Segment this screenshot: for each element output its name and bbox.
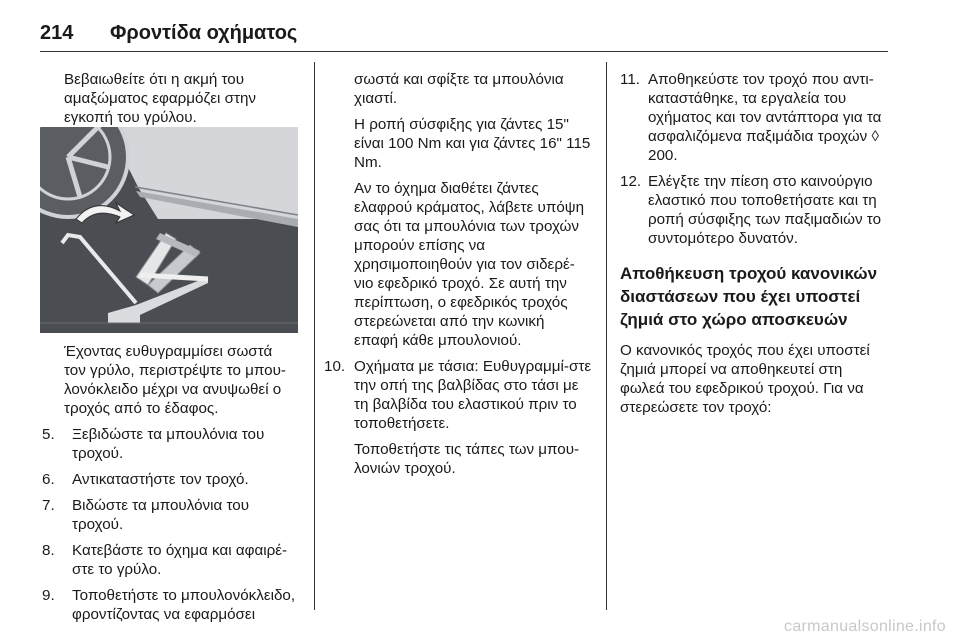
torque-text: Η ροπή σύσφιξης για ζάντες 15" είναι 100 Nm και για ζάντες 16" 115 Nm.	[354, 116, 591, 171]
list-item	[324, 357, 592, 433]
step-text: Αντικαταστήστε τον τροχό.	[72, 471, 249, 488]
intro-text: Βεβαιωθείτε ότι η ακμή του αμαξώματος εφαρμόζει στην εγκοπή του γρύλου.	[64, 71, 256, 126]
step-text: Κατεβάστε το όχημα και αφαιρέ-στε το γρύλο.	[72, 542, 288, 578]
step-number: 10.	[324, 358, 346, 375]
continuation-text: σωστά και σφίξτε τα μπουλόνια χιαστί.	[354, 71, 564, 107]
jack-drawing	[40, 127, 298, 333]
list-item	[42, 586, 296, 624]
step-number: 6.	[42, 471, 55, 488]
page-header	[40, 22, 888, 48]
step-text: Βιδώστε τα μπουλόνια του τροχού.	[72, 497, 250, 533]
step-number: 9.	[42, 587, 55, 604]
step-text: Τοποθετήστε το μπουλονόκλειδο, φροντίζοντας να εφαρμόσει	[72, 587, 296, 623]
column-2	[324, 70, 592, 485]
step-number: 12.	[620, 173, 642, 190]
step-number: 8.	[42, 542, 55, 559]
step-text: Ξεβιδώστε τα μπουλόνια του τροχού.	[72, 426, 265, 462]
step-text: Οχήματα με τάσια: Ευθυγραμμί-στε την οπή της βαλβίδας στο τάσι με τη βαλβίδα του ελαστικού πριν το τοποθετήσετε.	[354, 358, 592, 432]
step-number: 7.	[42, 497, 55, 514]
section-heading: Αποθήκευση τροχού κανονικών διαστάσεων που έχει υποστεί ζημιά στο χώρο αποσκευών	[620, 264, 878, 329]
step-text: Αποθηκεύστε τον τροχό που αντι-καταστάθηκε, τα εργαλεία του οχήματος και τον αντάπτορα για τα ασφαλιζόμενα παξιμάδια τροχών ◊ 200.	[648, 71, 882, 164]
step-number: 5.	[42, 426, 55, 443]
step-number: 11.	[620, 71, 640, 88]
list-item	[620, 70, 888, 165]
page-title: Φροντίδα οχήματος	[110, 22, 298, 44]
list-item	[42, 425, 296, 463]
list-item	[42, 470, 296, 489]
column-1	[64, 70, 292, 134]
jack-illustration	[40, 127, 298, 333]
list-item	[42, 541, 296, 579]
header-divider	[40, 51, 888, 52]
page-number: 214	[40, 22, 74, 44]
column-1-lower	[42, 342, 296, 631]
watermark: carmanualsonline.info	[784, 618, 946, 635]
list-item	[42, 496, 296, 534]
step-subtext: Τοποθετήστε τις τάπες των μπου-λονιών τροχού.	[354, 441, 580, 477]
column-divider-2	[606, 62, 607, 610]
section-body-text: Ο κανονικός τροχός που έχει υποστεί ζημιά μπορεί να αποθηκευτεί στη φωλεά του εφεδρικού τροχού. Για να στερεώσετε τον τροχό:	[620, 342, 870, 416]
alloy-note-text: Αν το όχημα διαθέτει ζάντες ελαφρού κράματος, λάβετε υπόψη σας ότι τα μπουλόνια των τροχών μπορούν επίσης να χρησιμοποιηθούν για τον σιδερέ-νιο εφεδρικό τροχό. Σε αυτή την περίπτωση, ο εφεδρικός τροχός στερεώνεται από την κωνική επαφή κάθε μπουλονιού.	[354, 180, 585, 349]
jack-instruction-text: Έχοντας ευθυγραμμίσει σωστά τον γρύλο, περιστρέψτε το μπου-λονόκλειδο μέχρι να ανυψωθεί ο τροχός από το έδαφος.	[64, 343, 286, 417]
column-divider-1	[314, 62, 315, 610]
list-item	[620, 172, 888, 248]
step-text: Ελέγξτε την πίεση στο καινούργιο ελαστικό που τοποθετήσατε και τη ροπή σύσφιξης των παξιμαδιών το συντομότερο δυνατόν.	[648, 173, 882, 247]
column-3	[620, 70, 888, 424]
